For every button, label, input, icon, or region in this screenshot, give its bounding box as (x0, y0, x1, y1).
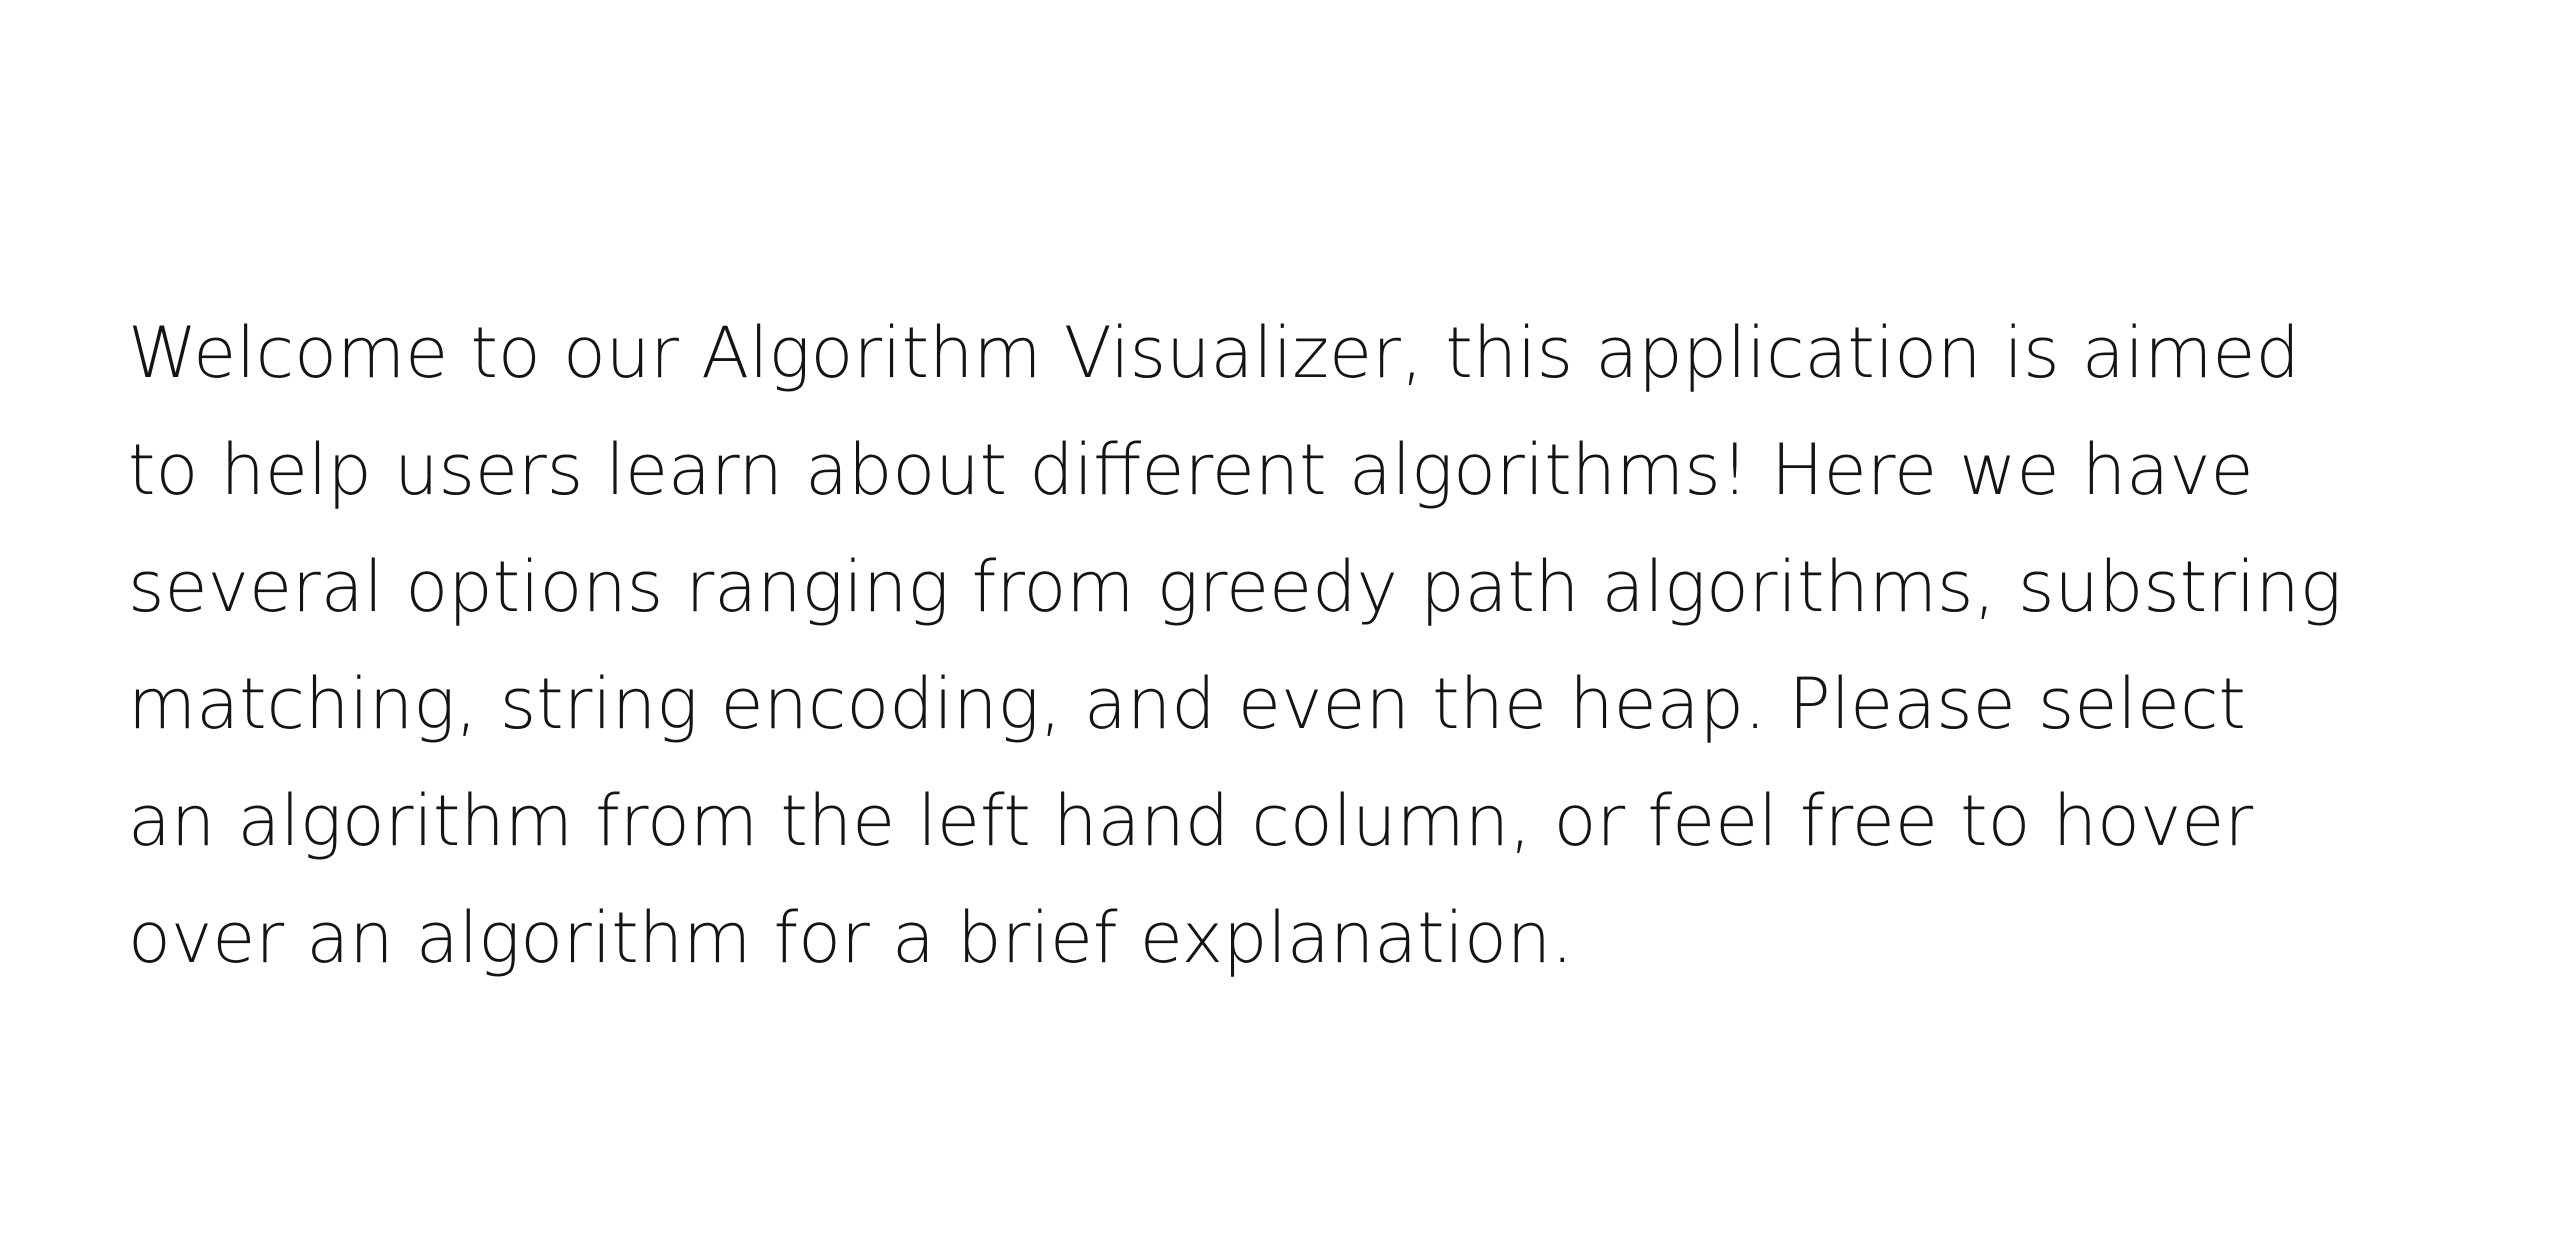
welcome-line-4: matching, string encoding, and even the heap. Please select (128, 663, 2246, 745)
welcome-line-5: an algorithm from the left hand column, or feel free to hover (128, 780, 2254, 862)
welcome-line-1: Welcome to our Algorithm Visualizer, this application is aimed (128, 312, 2300, 394)
welcome-message (128, 295, 2458, 997)
welcome-line-2: to help users learn about different algorithms! Here we have (128, 429, 2254, 511)
welcome-line-3: several options ranging from greedy path algorithms, substring (128, 546, 2342, 628)
welcome-line-6: over an algorithm for a brief explanation. (128, 897, 1574, 979)
